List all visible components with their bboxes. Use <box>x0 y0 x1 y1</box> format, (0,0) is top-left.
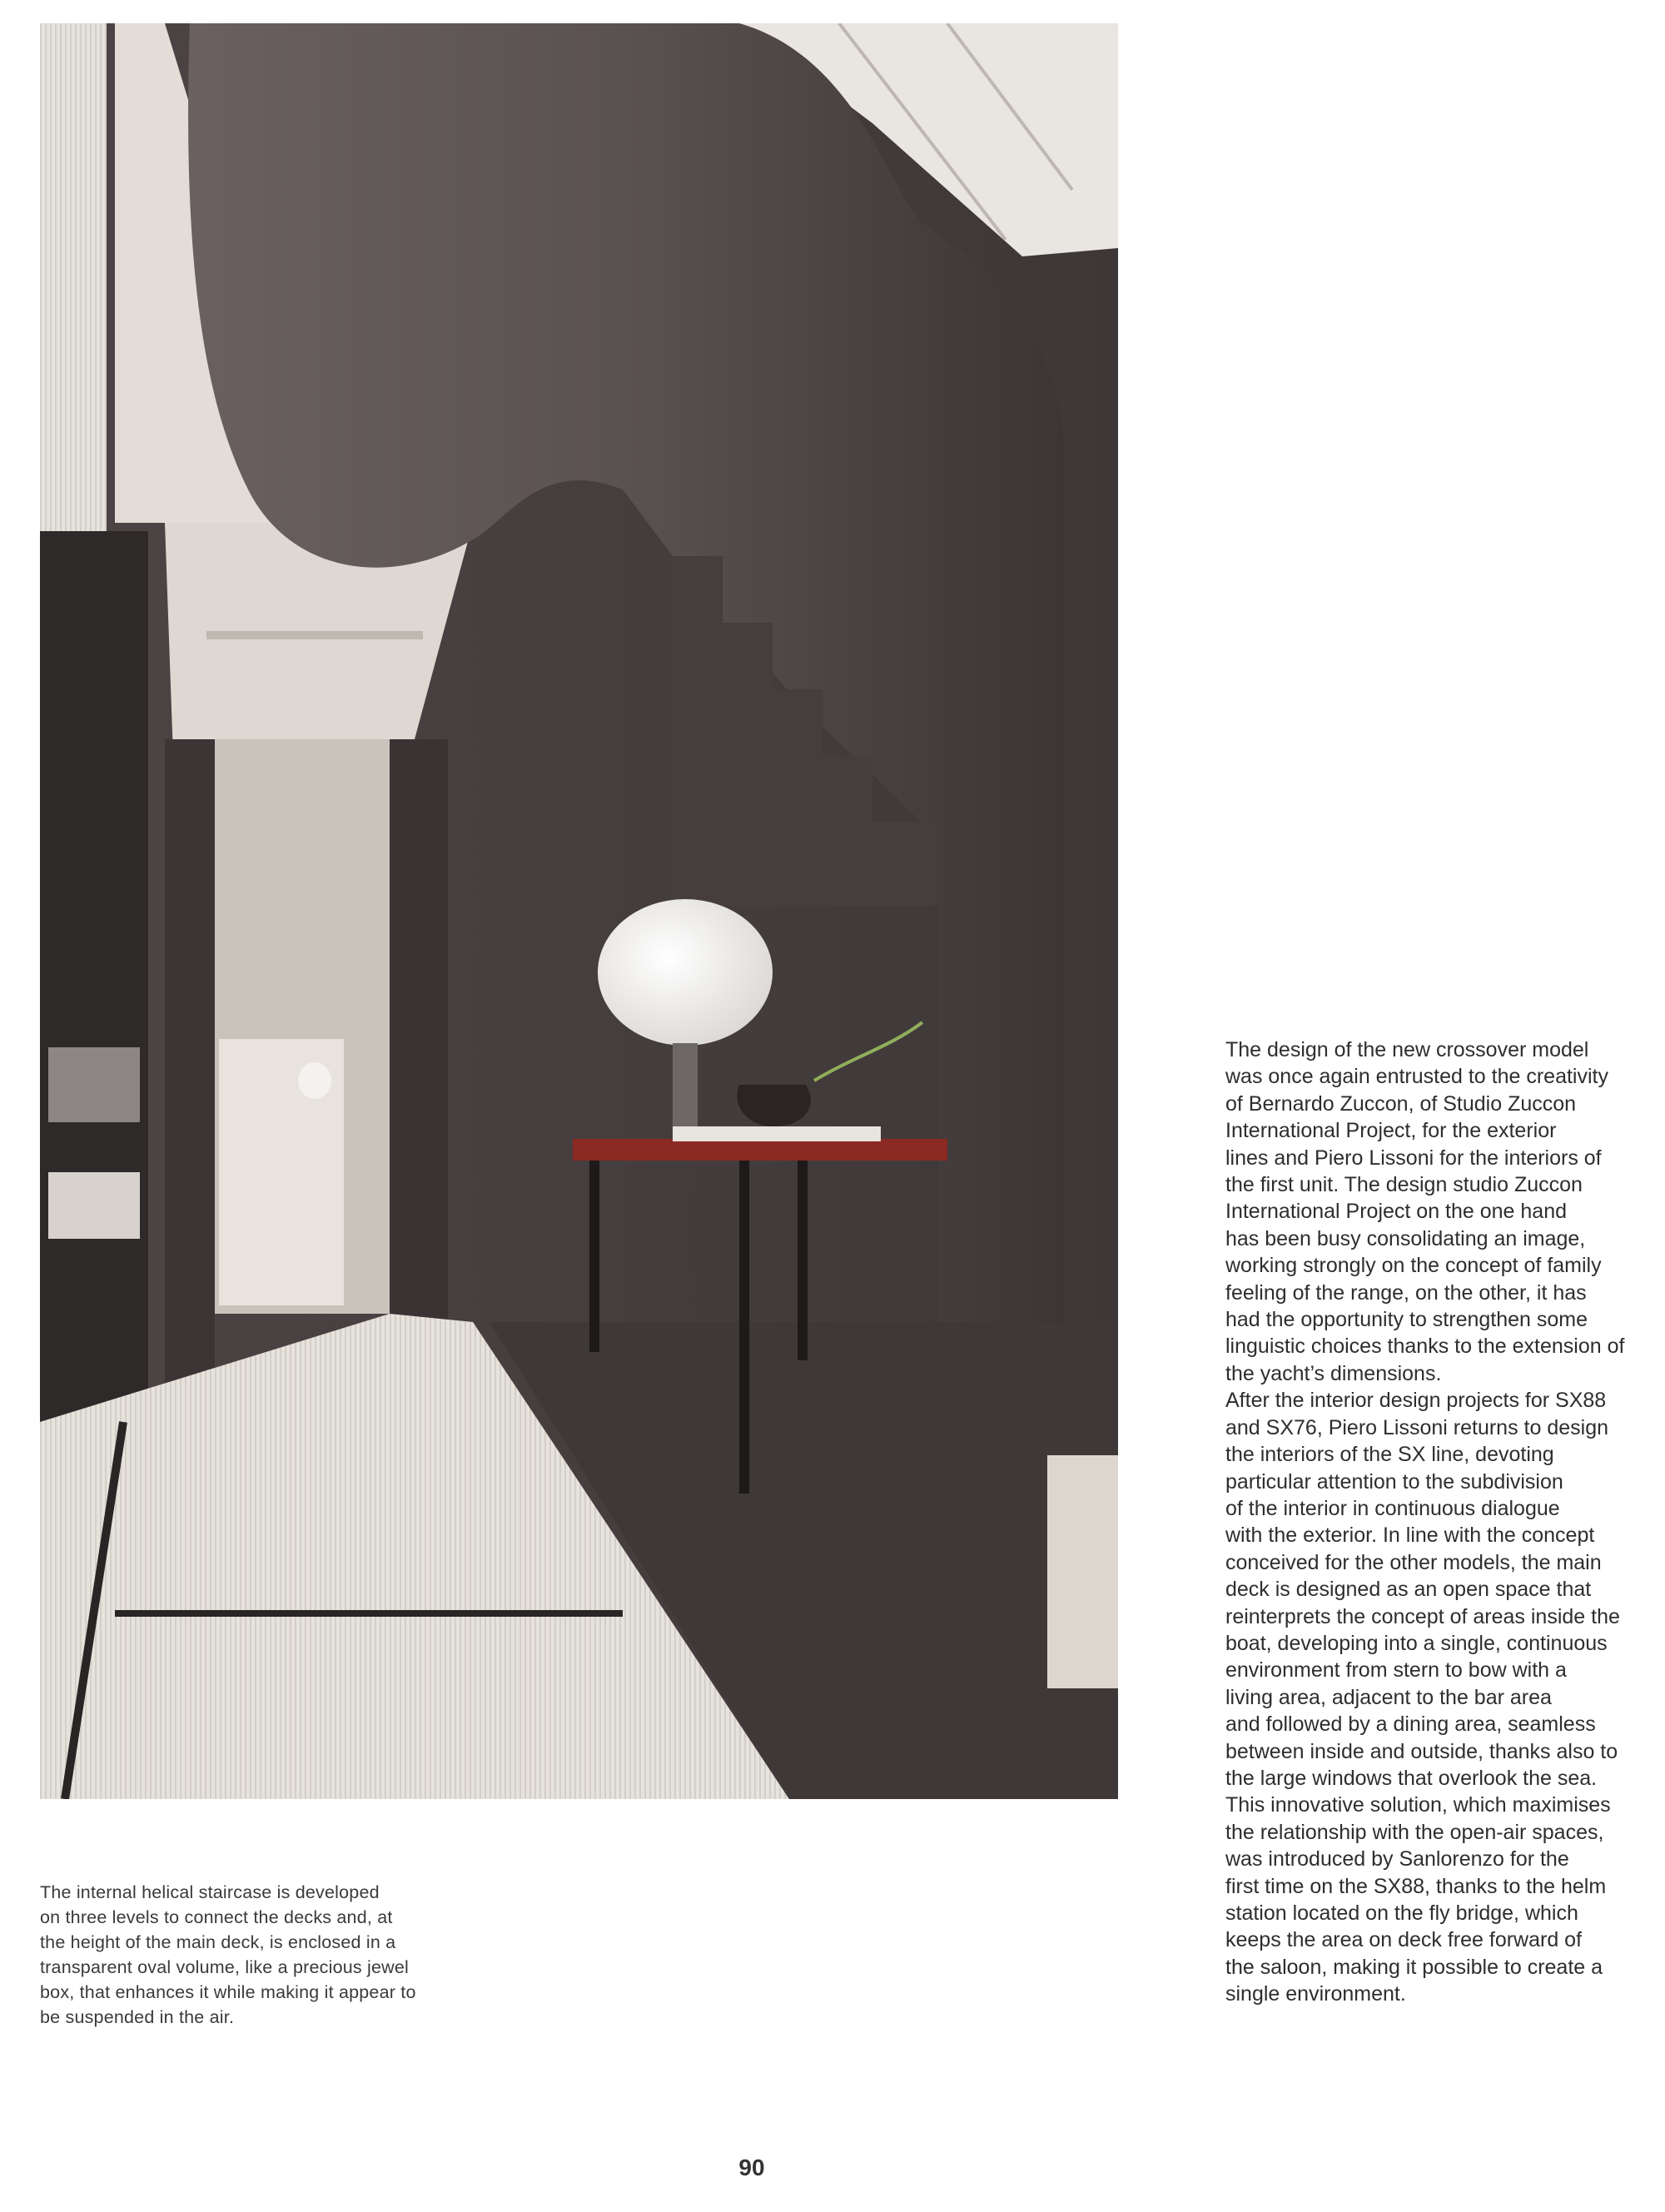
article-line: linguistic choices thanks to the extension of <box>1225 1335 1625 1359</box>
ceiling-panel-left <box>40 23 107 556</box>
page-number: 90 <box>738 2155 765 2180</box>
article-line: International Project, for the exterior <box>1225 1119 1557 1143</box>
article-line: boat, developing into a single, continuous <box>1225 1631 1608 1655</box>
article-line: living area, adjacent to the bar area <box>1225 1685 1552 1709</box>
article-line: between inside and outside, thanks also to <box>1225 1739 1618 1763</box>
table-lamp <box>598 899 773 1046</box>
article-line: keeps the area on deck free forward of <box>1225 1928 1583 1952</box>
article-line: reinterprets the concept of areas inside the <box>1225 1604 1620 1628</box>
article-line: single environment. <box>1225 1982 1406 2006</box>
article-line: and SX76, Piero Lissoni returns to design <box>1225 1415 1608 1439</box>
article-line: particular attention to the subdivision <box>1225 1469 1563 1494</box>
photo-caption <box>40 1880 456 2030</box>
article-line: lines and Piero Lissoni for the interiors of <box>1225 1146 1602 1170</box>
article-line: The design of the new crossover model <box>1225 1038 1589 1061</box>
article-line: of Bernardo Zuccon, of Studio Zuccon <box>1225 1091 1577 1116</box>
article-line: was introduced by Sanlorenzo for the <box>1225 1847 1569 1872</box>
article-line: and followed by a dining area, seamless <box>1225 1712 1596 1737</box>
article-line: the saloon, making it possible to create a <box>1225 1955 1603 1979</box>
article-line: has been busy consolidating an image, <box>1225 1226 1586 1250</box>
caption-line: the height of the main deck, is enclosed in a <box>40 1932 396 1952</box>
interior-photo <box>40 23 1118 1799</box>
caption-line: transparent oval volume, like a precious jewel <box>40 1957 410 1977</box>
article-line: After the interior design projects for SX88 <box>1225 1389 1607 1413</box>
caption-line: box, that enhances it while making it appear to <box>40 1982 416 2002</box>
article-line: had the opportunity to strengthen some <box>1225 1308 1588 1332</box>
article-line: deck is designed as an open space that <box>1225 1578 1592 1602</box>
caption-line: on three levels to connect the decks and, at <box>40 1907 393 1927</box>
article-line: This innovative solution, which maximises <box>1225 1793 1611 1817</box>
article-line: the relationship with the open-air spaces, <box>1225 1820 1604 1844</box>
article-line: with the exterior. In line with the concept <box>1225 1524 1595 1548</box>
article-line: was once again entrusted to the creativity <box>1225 1065 1608 1089</box>
article-line: first time on the SX88, thanks to the helm <box>1225 1874 1607 1898</box>
article-line: conceived for the other models, the main <box>1225 1550 1602 1574</box>
article-line: of the interior in continuous dialogue <box>1225 1496 1560 1520</box>
console-table <box>573 1139 947 1161</box>
article-line: the large windows that overlook the sea. <box>1225 1766 1598 1790</box>
article-line: station located on the fly bridge, which <box>1225 1901 1578 1925</box>
article-line: the first unit. The design studio Zuccon <box>1225 1173 1583 1197</box>
glass-wall <box>40 531 148 1430</box>
article-line: feeling of the range, on the other, it has <box>1225 1280 1587 1305</box>
article-line: environment from stern to bow with a <box>1225 1658 1567 1683</box>
article-line: the interiors of the SX line, devoting <box>1225 1443 1554 1467</box>
caption-line: be suspended in the air. <box>40 2007 235 2027</box>
article-line: the yacht’s dimensions. <box>1225 1361 1442 1385</box>
article-body <box>1225 1036 1642 2008</box>
caption-line: The internal helical staircase is developed <box>40 1882 380 1902</box>
article-line: International Project on the one hand <box>1225 1200 1568 1224</box>
article-line: working strongly on the concept of family <box>1225 1254 1602 1278</box>
staircase-illustration <box>40 23 1118 1799</box>
